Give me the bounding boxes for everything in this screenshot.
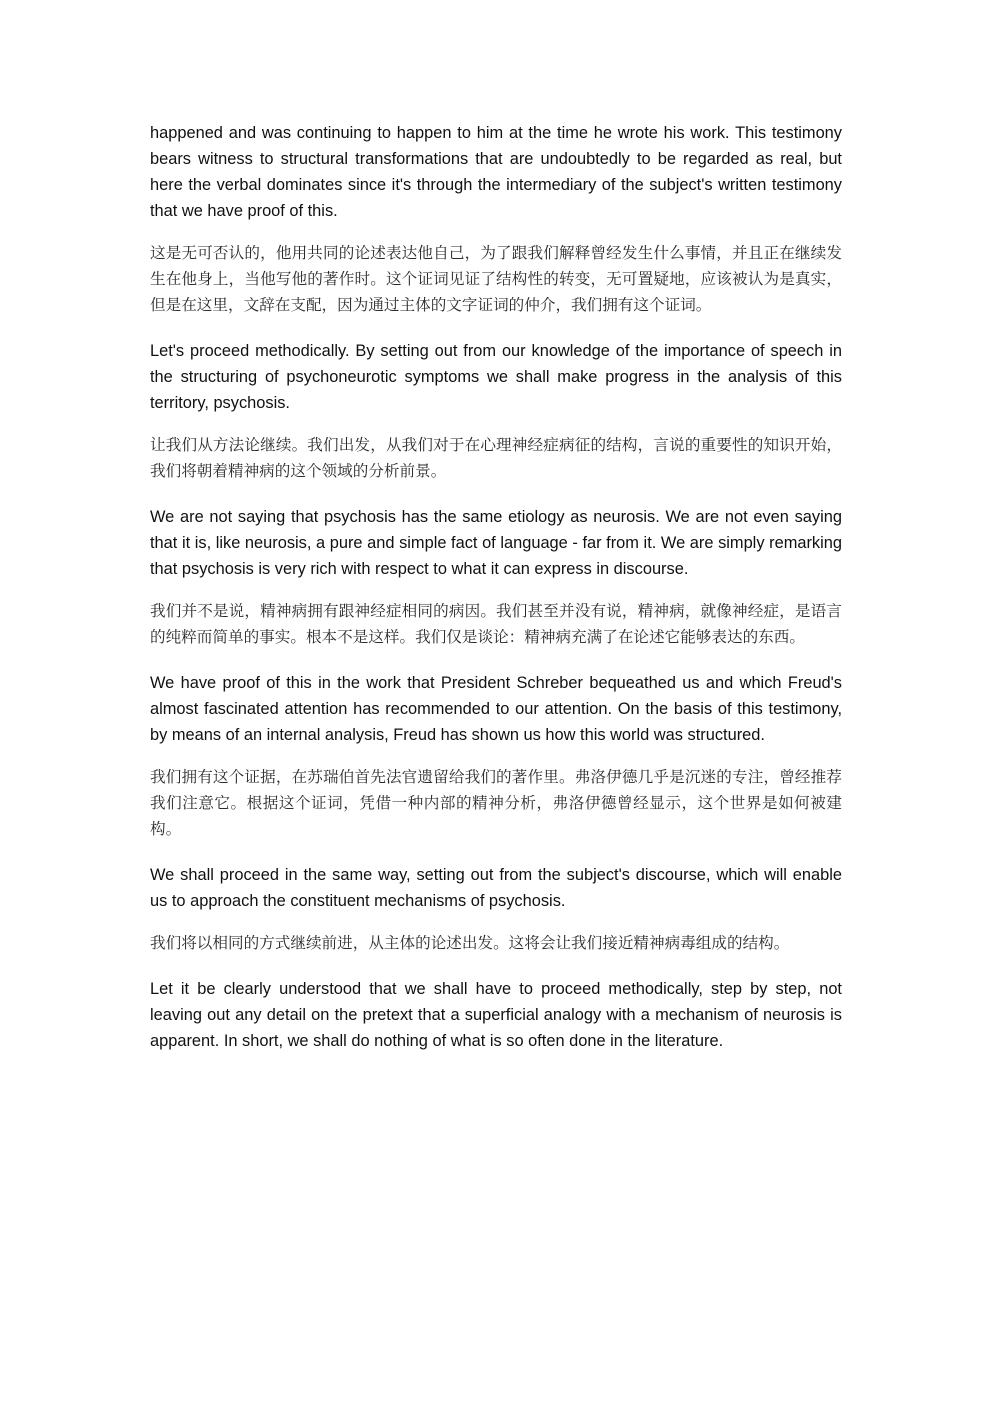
paragraph-english: Let it be clearly understood that we shall have to proceed methodically, step by step, not leaving out any detail on the pretext that a superficial analogy with a mechanism of neurosis is apparent. In short, we shall do nothing of what is so often done in the literature.: [150, 980, 842, 1050]
paragraph-chinese: 我们拥有这个证据，在苏瑞伯首先法官遗留给我们的著作里。弗洛伊德几乎是沉迷的专注，曾经推荐我们注意它。根据这个证词，凭借一种内部的精神分析，弗洛伊德曾经显示，这个世界是如何被建构。: [150, 768, 842, 838]
paragraph-english: Let's proceed methodically. By setting out from our knowledge of the importance of speech in the structuring of psychoneurotic symptoms we shall make progress in the analysis of this territory, psychosis.: [150, 342, 842, 412]
paragraph-english: We shall proceed in the same way, setting out from the subject's discourse, which will enable us to approach the constituent mechanisms of psychosis.: [150, 866, 842, 910]
paragraph-chinese: 让我们从方法论继续。我们出发，从我们对于在心理神经症病征的结构，言说的重要性的知识开始，我们将朝着精神病的这个领域的分析前景。: [150, 436, 842, 480]
paragraph-chinese: 这是无可否认的，他用共同的论述表达他自己，为了跟我们解释曾经发生什么事情，并且正在继续发生在他身上，当他写他的著作时。这个证词见证了结构性的转变，无可置疑地，应该被认为是真实，但是在这里，文辞在支配，因为通过主体的文字证词的仲介，我们拥有这个证词。: [150, 244, 842, 314]
paragraph-chinese: 我们将以相同的方式继续前进，从主体的论述出发。这将会让我们接近精神病毒组成的结构。: [150, 934, 790, 952]
paragraph-english: We are not saying that psychosis has the same etiology as neurosis. We are not even saying that it is, like neurosis, a pure and simple fact of language - far from it. We are simply remarking that psychosis is very rich with respect to what it can express in discourse.: [150, 508, 842, 578]
paragraph-chinese: 我们并不是说，精神病拥有跟神经症相同的病因。我们甚至并没有说，精神病，就像神经症，是语言的纯粹而简单的事实。根本不是这样。我们仅是谈论：精神病充满了在论述它能够表达的东西。: [150, 602, 842, 646]
paragraph-english: We have proof of this in the work that President Schreber bequeathed us and which Freud's almost fascinated attention has recommended to our attention. On the basis of this testimony, by means of an internal analysis, Freud has shown us how this world was structured.: [150, 674, 842, 744]
document-page: [150, 120, 842, 1054]
paragraph-english: happened and was continuing to happen to him at the time he wrote his work. This testimony bears witness to structural transformations that are undoubtedly to be regarded as real, but here the verbal dominates since it's through the intermediary of the subject's written testimony that we have proof of this.: [150, 124, 842, 220]
